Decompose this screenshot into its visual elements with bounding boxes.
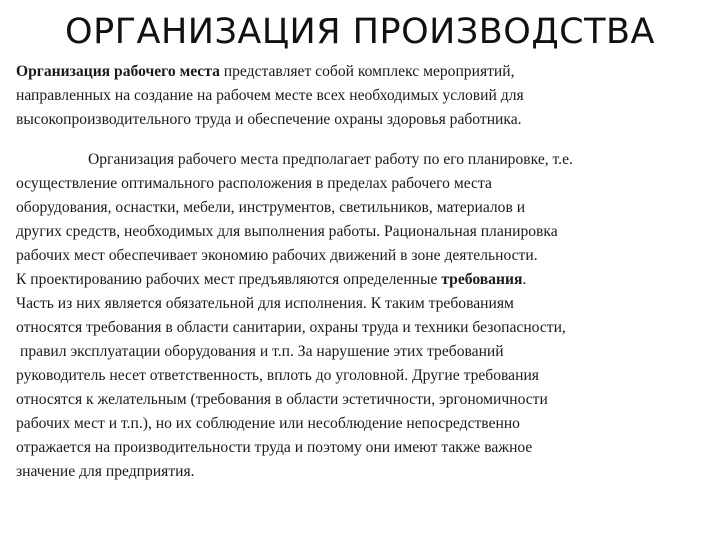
para2-line-10: руководитель несет ответственность, вплоть до уголовной. Другие требования xyxy=(16,367,539,384)
para1-line-2: направленных на создание на рабочем месте всех необходимых условий для xyxy=(16,87,524,104)
para2-line-2: осуществление оптимального расположения в пределах рабочего места xyxy=(16,175,492,192)
bold-term-requirements: требования xyxy=(441,271,523,288)
para2-line-6 xyxy=(16,268,718,292)
para1-line-1-rest: представляет собой комплекс мероприятий, xyxy=(219,63,515,80)
para2-line-9: правил эксплуатации оборудования и т.п. За нарушение этих требований xyxy=(20,343,504,360)
para2-line-12: рабочих мест и т.п.), но их соблюдение или несоблюдение непосредственно xyxy=(16,415,520,432)
para2-line-5: рабочих мест обеспечивает экономию рабочих движений в зоне деятельности. xyxy=(16,247,538,264)
para2-line-6-start: К проектированию рабочих мест предъявляются определенные xyxy=(16,271,442,288)
para2-line-4: других средств, необходимых для выполнения работы. Рациональная планировка xyxy=(16,223,558,240)
para2-line-1: Организация рабочего места предполагает работу по его планировке, т.е. xyxy=(88,151,573,168)
bold-term-workplace-organization: Организация рабочего места xyxy=(16,63,220,80)
para2-line-11: относятся к желательным (требования в области эстетичности, эргономичности xyxy=(16,391,548,408)
para2-line-14: значение для предприятия. xyxy=(16,463,195,480)
para2-line-7: Часть из них является обязательной для исполнения. К таким требованиям xyxy=(16,295,514,312)
slide-title: ОРГАНИЗАЦИЯ ПРОИЗВОДСТВА xyxy=(65,12,655,52)
slide-body xyxy=(16,60,718,484)
paragraph-gap xyxy=(16,132,718,148)
para1-line-3: высокопроизводительного труда и обеспечение охраны здоровья работника. xyxy=(16,111,522,128)
para2-line-3: оборудования, оснастки, мебели, инструментов, светильников, материалов и xyxy=(16,199,526,216)
para2-line-8: относятся требования в области санитарии, охраны труда и техники безопасности, xyxy=(16,319,566,336)
para2-line-6-end: . xyxy=(522,271,527,288)
para2-line-13: отражается на производительности труда и поэтому они имеют также важное xyxy=(16,439,533,456)
para1-line-1 xyxy=(16,60,718,84)
